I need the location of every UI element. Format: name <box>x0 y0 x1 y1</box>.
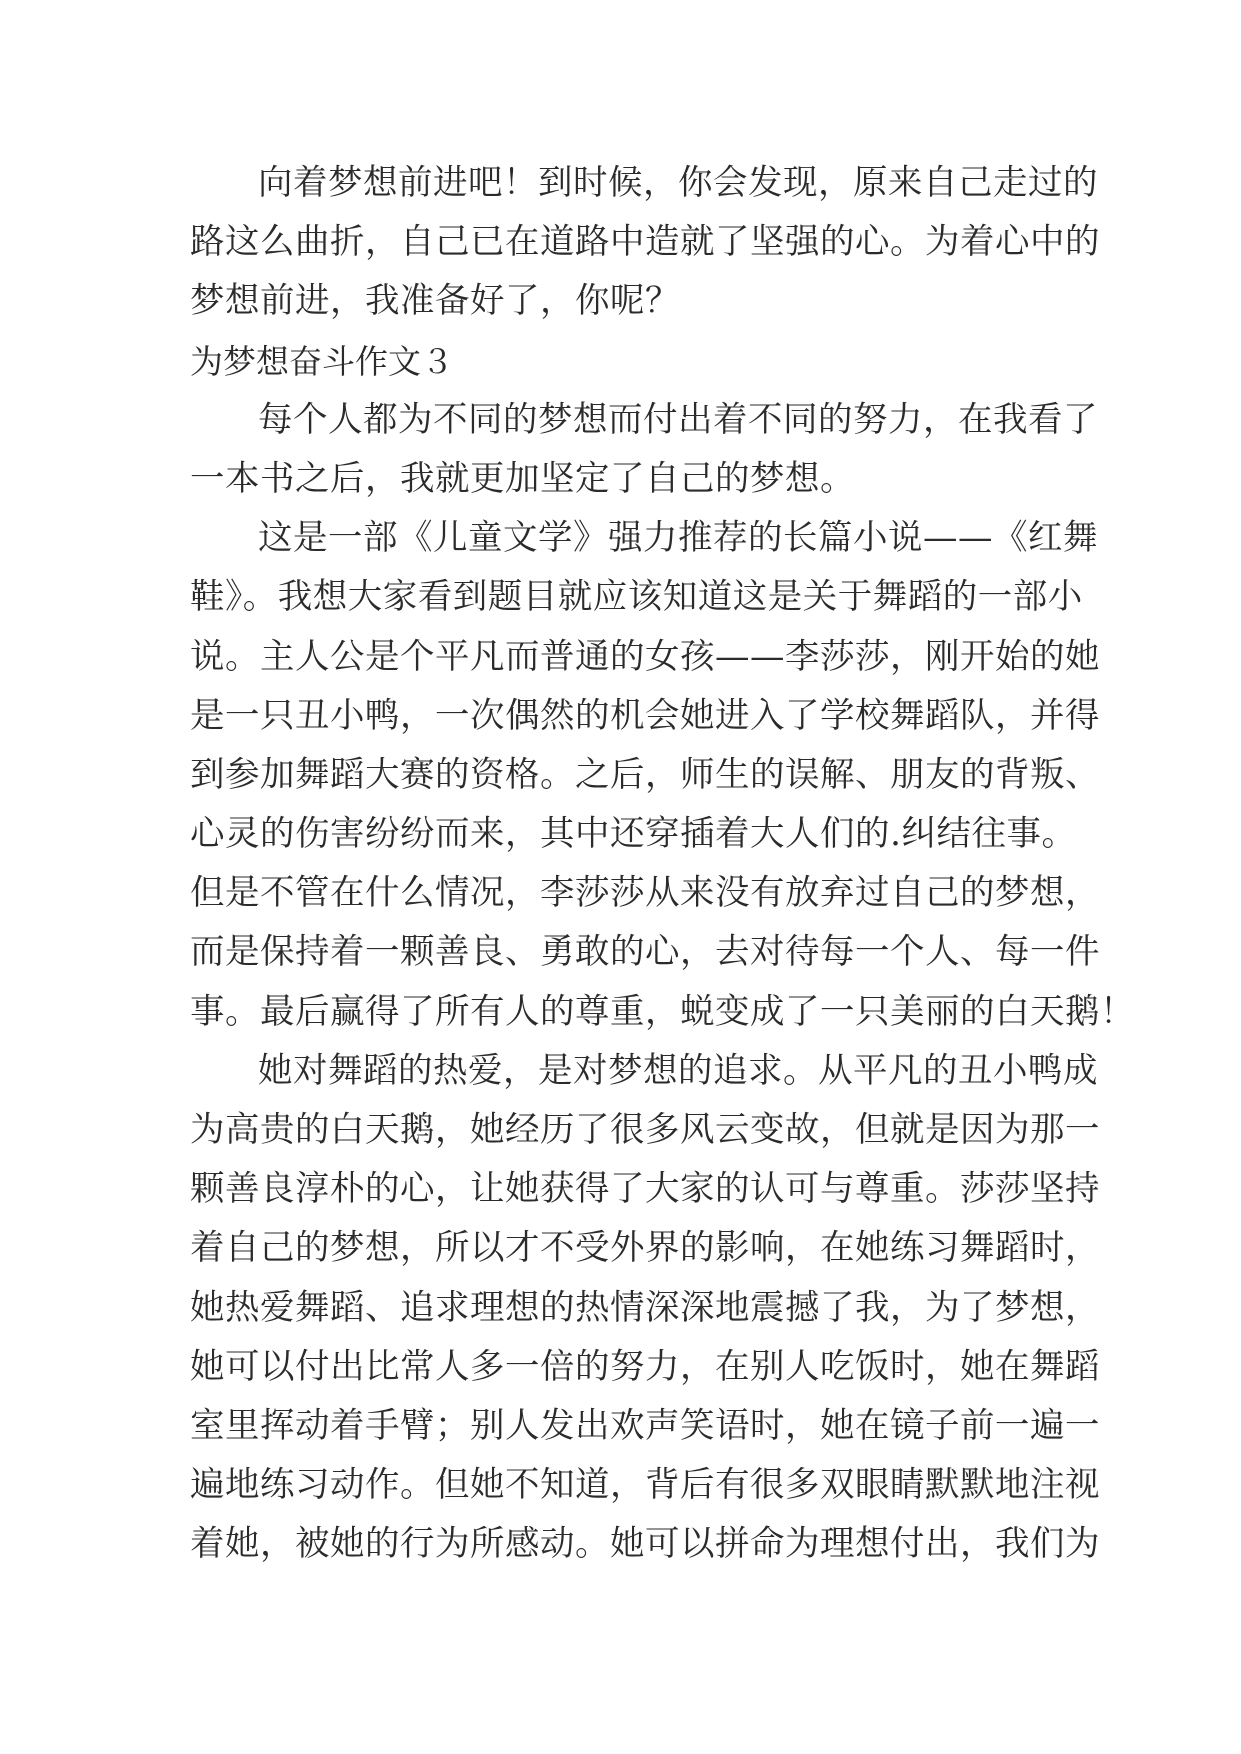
text-line: 她对舞蹈的热爱，是对梦想的追求。从平凡的丑小鸭成 <box>258 1050 1098 1091</box>
text-line: 向着梦想前进吧！到时候，你会发现，原来自己走过的 <box>258 163 1098 203</box>
document-body <box>190 154 1135 1575</box>
paragraph-4 <box>190 1042 1100 1575</box>
text-line: 每个人都为不同的梦想而付出着不同的努力，在我看了 <box>258 399 1098 440</box>
paragraph-1 <box>190 154 1100 332</box>
text-line: 而是保持着一颗善良、勇敢的心，去对待每一个人、每一件 <box>190 932 1100 973</box>
text-line: 是一只丑小鸭，一次偶然的机会她进入了学校舞蹈队，并得 <box>190 695 1100 736</box>
text-line: 路这么曲折，自己已在道路中造就了坚强的心。为着心中的 <box>190 222 1100 263</box>
text-line: 着自己的梦想，所以才不受外界的影响，在她练习舞蹈时， <box>190 1228 1100 1269</box>
text-line: 这是一部《儿童文学》强力推荐的长篇小说——《红舞 <box>258 518 1098 559</box>
text-line: 她可以付出比常人多一倍的努力，在别人吃饭时，她在舞蹈 <box>190 1346 1100 1387</box>
text-line: 颗善良淳朴的心，让她获得了大家的认可与尊重。莎莎坚持 <box>190 1169 1100 1210</box>
text-line: 她热爱舞蹈、追求理想的热情深深地震撼了我，为了梦想， <box>190 1287 1100 1328</box>
text-line: 一本书之后，我就更加坚定了自己的梦想。 <box>190 458 855 499</box>
text-line: 到参加舞蹈大赛的资格。之后，师生的误解、朋友的背叛、 <box>190 754 1100 795</box>
paragraph-3 <box>190 509 1135 1042</box>
section-heading: 为梦想奋斗作文３ <box>190 341 454 381</box>
text-line: 鞋》。我想大家看到题目就应该知道这是关于舞蹈的一部小 <box>190 577 1083 618</box>
text-line: 为高贵的白天鹅，她经历了很多风云变故，但就是因为那一 <box>190 1110 1100 1150</box>
text-line: 说。主人公是个平凡而普通的女孩——李莎莎，刚开始的她 <box>190 636 1100 677</box>
text-line: 梦想前进，我准备好了，你呢？ <box>190 281 680 322</box>
text-line: 事。最后赢得了所有人的尊重，蜕变成了一只美丽的白天鹅！ <box>190 991 1135 1032</box>
text-line: 但是不管在什么情况，李莎莎从来没有放弃过自己的梦想， <box>190 873 1100 914</box>
text-line: 遍地练习动作。但她不知道，背后有很多双眼睛默默地注视 <box>190 1465 1100 1506</box>
text-line: 着她，被她的行为所感动。她可以拼命为理想付出，我们为 <box>190 1524 1100 1565</box>
text-line: 室里挥动着手臂；别人发出欢声笑语时，她在镜子前一遍一 <box>190 1405 1100 1446</box>
text-line: 心灵的伤害纷纷而来，其中还穿插着大人们的.纠结往事。 <box>190 814 1077 855</box>
paragraph-2 <box>190 391 1098 509</box>
